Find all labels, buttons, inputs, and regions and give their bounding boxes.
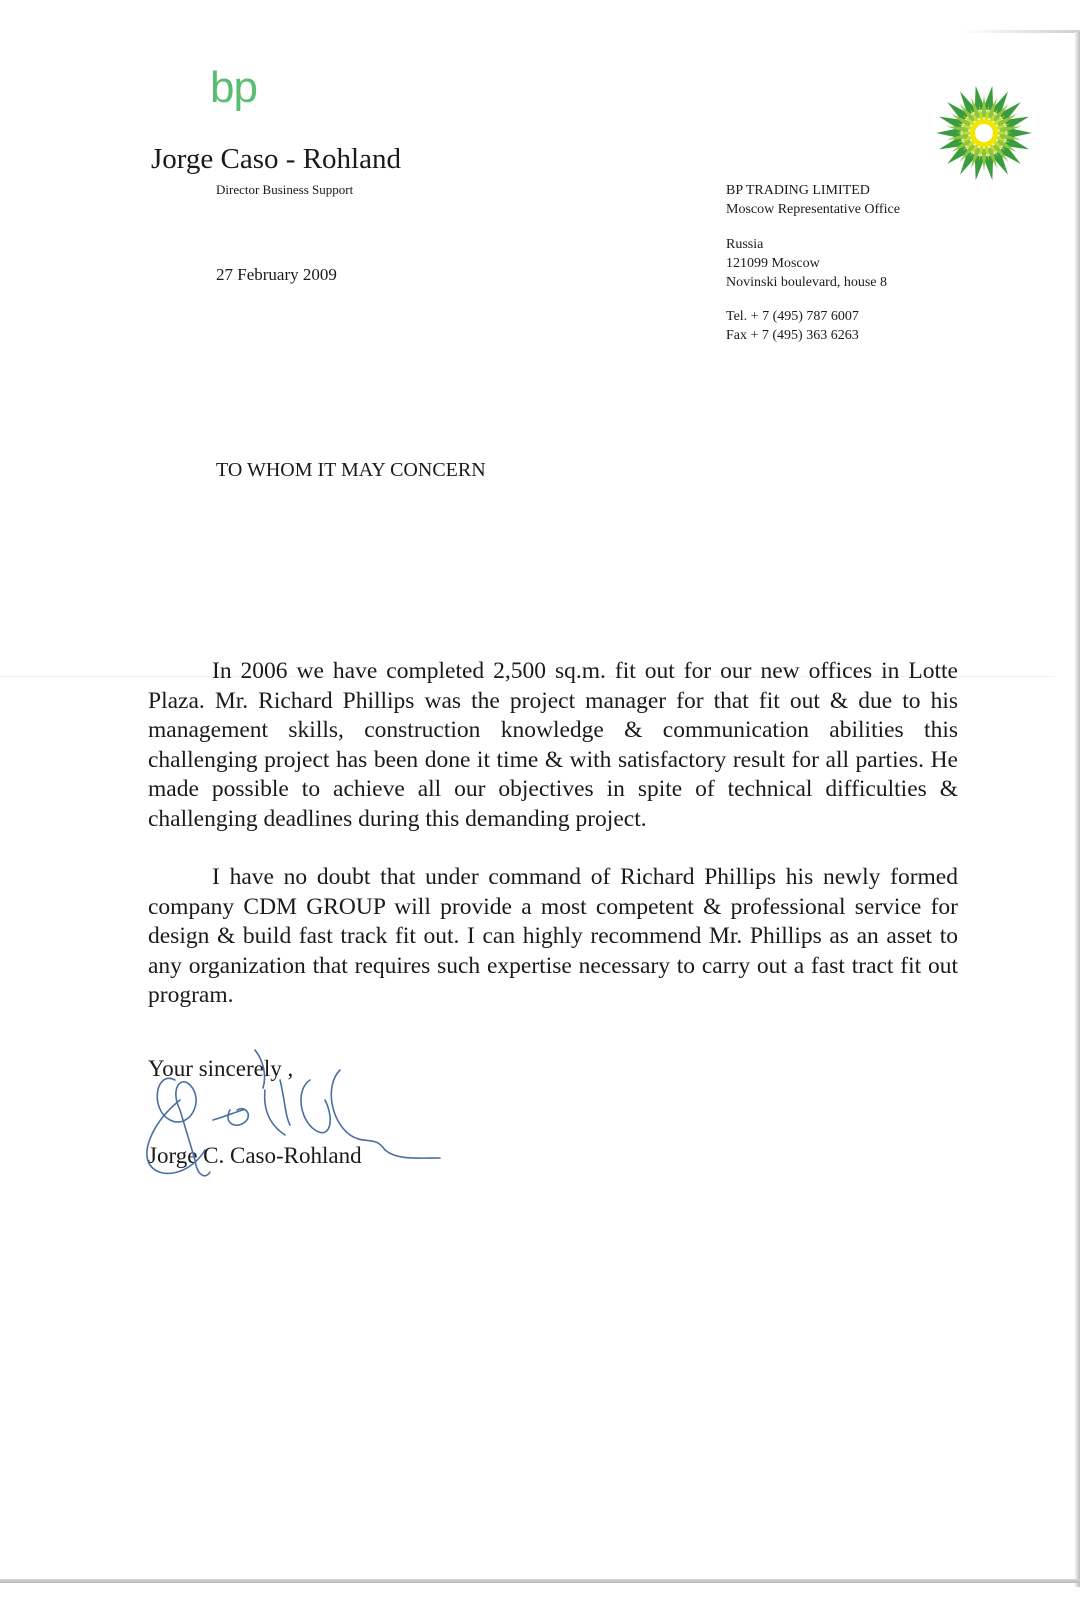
closing: Your sincerely , xyxy=(148,1056,294,1081)
address-block-contact xyxy=(726,307,859,345)
handwritten-signature xyxy=(135,1040,455,1200)
address-postcode-city: 121099 Moscow xyxy=(726,256,820,271)
body-paragraph-1: In 2006 we have completed 2,500 sq.m. fit out for our new offices in Lotte Plaza. Mr. Richard Phillips was the project manager for that fit out & due to his management skills, construction knowledge & communication abilities this challenging project has been done it time & with satisfactory result for all parties. He made possible to achieve all our objectives in spite of technical difficulties & challenging deadlines during this demanding project. xyxy=(148,658,958,832)
address-block-company xyxy=(726,181,900,219)
office-name: Moscow Representative Office xyxy=(726,202,900,217)
address-block-location xyxy=(726,235,887,292)
page-edge-bottom xyxy=(0,1579,1080,1583)
bp-helios-sunburst-icon xyxy=(934,83,1034,183)
signatory-name: Jorge C. Caso-Rohland xyxy=(148,1143,362,1168)
bp-logo-text: bp xyxy=(210,63,257,112)
page-edge-shadow xyxy=(1075,32,1080,1587)
page-edge-top xyxy=(960,30,1080,33)
sender-title: Director Business Support xyxy=(216,182,354,197)
sender-name: Jorge Caso - Rohland xyxy=(151,143,401,175)
address-street: Novinski boulevard, house 8 xyxy=(726,275,887,290)
company-name: BP TRADING LIMITED xyxy=(726,183,870,198)
letter-date: 27 February 2009 xyxy=(216,265,337,284)
salutation: TO WHOM IT MAY CONCERN xyxy=(216,459,486,481)
telephone-number: Tel. + 7 (495) 787 6007 xyxy=(726,309,859,324)
body-paragraph-2: I have no doubt that under command of Richard Phillips his newly formed company CDM GROUP will provide a most competent & professional service for design & build fast track fit out. I can highly recommend Mr. Phillips as an asset to any organization that requires such expertise necessary to carry out a fast tract fit out program. xyxy=(148,864,958,1008)
fax-number: Fax + 7 (495) 363 6263 xyxy=(726,328,859,343)
address-country: Russia xyxy=(726,237,764,252)
